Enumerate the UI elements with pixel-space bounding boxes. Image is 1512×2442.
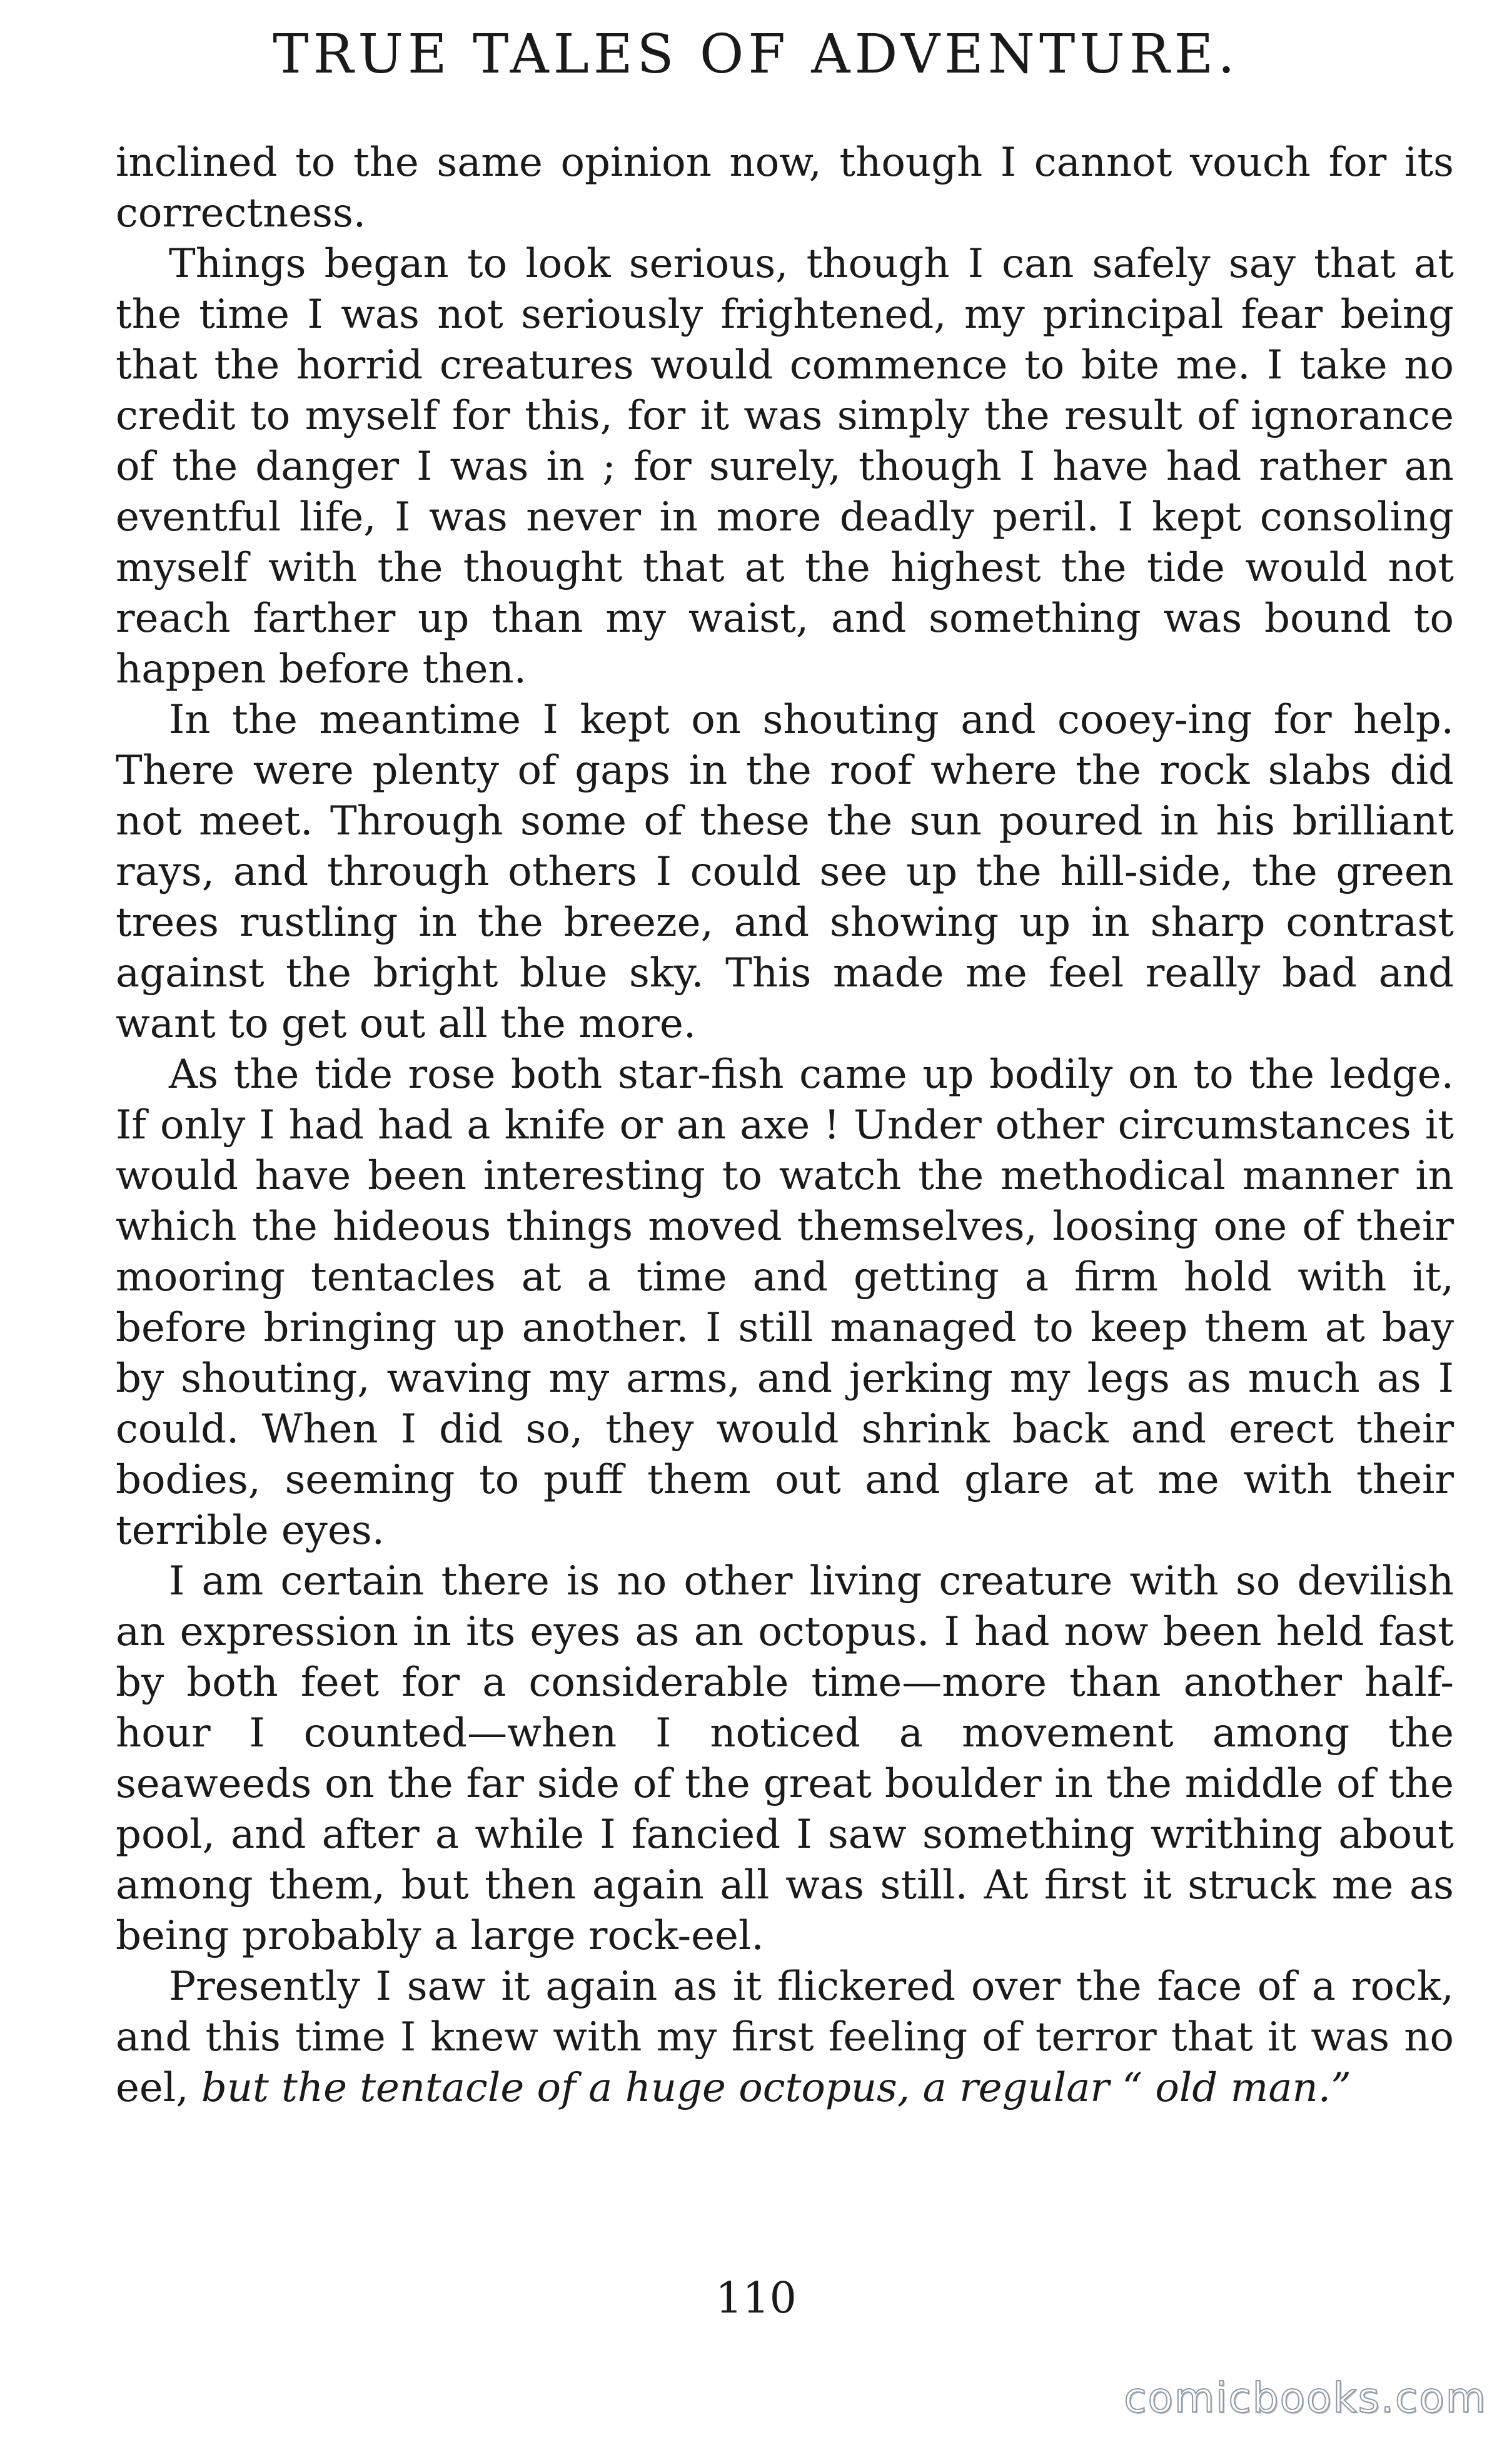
paragraph-6-italic-text: but the tentacle of a huge octopus, a regular “ old man.”: [201, 2065, 1351, 2111]
paragraph-2: Things began to look serious, though I can safely say that at the time I was not seriously frightened, my principal fear being that the horrid creatures would commence to bite me. I take no credit to myself for this, for it was simply the result of ignorance of the danger I was in ; for surely, though I have had rather an eventful life, I was never in more deadly peril. I kept consoling myself with the thought that at the highest the tide would not reach farther up than my waist, and something was bound to happen before then.: [116, 241, 1454, 692]
paragraph-4: As the tide rose both star-fish came up bodily on to the ledge. If only I had had a knife or an axe ! Under other circumstances it would have been interesting to watch the methodical manner in which the hideous things moved themselves, loosing one of their mooring tentacles at a time and getting a firm hold with it, before bringing up another. I still managed to keep them at bay by shouting, waving my arms, and jerking my legs as much as I could. When I did so, they would shrink back and erect their bodies, seeming to puff them out and glare at me with their terrible eyes.: [116, 1051, 1454, 1554]
page-header: TRUE TALES OF ADVENTURE.: [273, 23, 1239, 86]
paragraph-3: In the meantime I kept on shouting and cooey-ing for help. There were plenty of gaps in the roof where the rock slabs did not meet. Through some of these the sun poured in his brilliant rays, and through others I could see up the hill-side, the green trees rustling in the breeze, and showing up in sharp contrast against the bright blue sky. This made me feel really bad and want to get out all the more.: [116, 697, 1454, 1047]
paragraph-6-text: Presently I saw it again as it flickered over the face of a rock, and this time I knew with my first feeling of terror that it was no eel,: [116, 1963, 1454, 2111]
paragraph-5: I am certain there is no other living creature with so devilish an expression in its eyes as an octopus. I had now been held fast by both feet for a considerable time—more than another half-hour I counted—when I noticed a movement among the seaweeds on the far side of the great boulder in the middle of the pool, and after a while I fancied I saw something writhing about among them, but then again all was still. At first it struck me as being probably a large rock-eel.: [116, 1558, 1454, 1959]
paragraph-6: [116, 1962, 1454, 2114]
page-number: 110: [715, 2274, 797, 2323]
watermark: comicbooks.com: [1124, 2374, 1487, 2422]
paragraph-1: inclined to the same opinion now, though I cannot vouch for its correctness.: [116, 139, 1454, 236]
article-body: [116, 138, 1454, 2114]
